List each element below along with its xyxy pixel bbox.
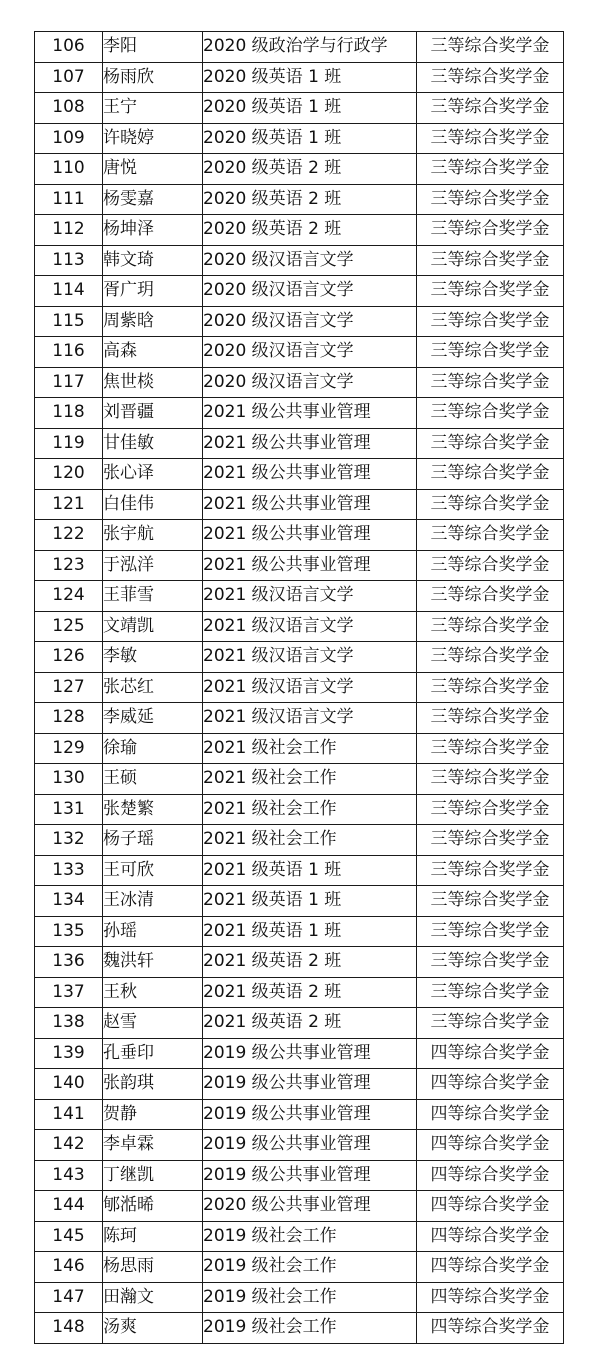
award-level-cell: 三等综合奖学金 <box>417 1008 564 1039</box>
row-number-cell: 139 <box>35 1038 103 1069</box>
row-number-cell: 109 <box>35 123 103 154</box>
row-number-cell: 118 <box>35 398 103 429</box>
row-number-cell: 111 <box>35 184 103 215</box>
row-number-cell: 129 <box>35 733 103 764</box>
table-row <box>35 886 564 917</box>
student-name-cell: 杨坤泽 <box>103 215 203 246</box>
table-row <box>35 459 564 490</box>
award-level-cell: 三等综合奖学金 <box>417 215 564 246</box>
class-name-cell: 2021 级英语 1 班 <box>203 855 417 886</box>
row-number-cell: 138 <box>35 1008 103 1039</box>
award-level-cell: 四等综合奖学金 <box>417 1191 564 1222</box>
student-name-cell: 王可欣 <box>103 855 203 886</box>
table-row <box>35 337 564 368</box>
award-level-cell: 三等综合奖学金 <box>417 276 564 307</box>
award-level-cell: 三等综合奖学金 <box>417 337 564 368</box>
class-name-cell: 2021 级英语 1 班 <box>203 886 417 917</box>
student-name-cell: 韩文琦 <box>103 245 203 276</box>
table-row <box>35 611 564 642</box>
award-level-cell: 三等综合奖学金 <box>417 550 564 581</box>
class-name-cell: 2019 级社会工作 <box>203 1282 417 1313</box>
table-row <box>35 672 564 703</box>
award-level-cell: 三等综合奖学金 <box>417 825 564 856</box>
table-row <box>35 489 564 520</box>
table-row <box>35 1221 564 1252</box>
class-name-cell: 2020 级汉语言文学 <box>203 276 417 307</box>
class-name-cell: 2020 级公共事业管理 <box>203 1191 417 1222</box>
class-name-cell: 2019 级公共事业管理 <box>203 1160 417 1191</box>
row-number-cell: 106 <box>35 32 103 63</box>
student-name-cell: 丁继凯 <box>103 1160 203 1191</box>
row-number-cell: 145 <box>35 1221 103 1252</box>
award-level-cell: 三等综合奖学金 <box>417 977 564 1008</box>
table-row <box>35 733 564 764</box>
class-name-cell: 2021 级公共事业管理 <box>203 489 417 520</box>
row-number-cell: 119 <box>35 428 103 459</box>
student-name-cell: 李阳 <box>103 32 203 63</box>
table-row <box>35 642 564 673</box>
student-name-cell: 唐悦 <box>103 154 203 185</box>
award-level-cell: 四等综合奖学金 <box>417 1221 564 1252</box>
student-name-cell: 贺静 <box>103 1099 203 1130</box>
student-name-cell: 杨雨欣 <box>103 62 203 93</box>
class-name-cell: 2019 级公共事业管理 <box>203 1069 417 1100</box>
row-number-cell: 122 <box>35 520 103 551</box>
table-row <box>35 581 564 612</box>
class-name-cell: 2021 级公共事业管理 <box>203 520 417 551</box>
table-row <box>35 1038 564 1069</box>
student-name-cell: 张宇航 <box>103 520 203 551</box>
row-number-cell: 121 <box>35 489 103 520</box>
row-number-cell: 112 <box>35 215 103 246</box>
award-level-cell: 三等综合奖学金 <box>417 794 564 825</box>
student-name-cell: 孙瑶 <box>103 916 203 947</box>
row-number-cell: 123 <box>35 550 103 581</box>
row-number-cell: 113 <box>35 245 103 276</box>
table-row <box>35 1160 564 1191</box>
row-number-cell: 117 <box>35 367 103 398</box>
class-name-cell: 2021 级公共事业管理 <box>203 459 417 490</box>
row-number-cell: 110 <box>35 154 103 185</box>
table-row <box>35 794 564 825</box>
table-row <box>35 1191 564 1222</box>
award-level-cell: 三等综合奖学金 <box>417 93 564 124</box>
class-name-cell: 2021 级社会工作 <box>203 794 417 825</box>
table-row <box>35 764 564 795</box>
award-level-cell: 三等综合奖学金 <box>417 428 564 459</box>
award-level-cell: 三等综合奖学金 <box>417 764 564 795</box>
award-level-cell: 三等综合奖学金 <box>417 733 564 764</box>
row-number-cell: 128 <box>35 703 103 734</box>
class-name-cell: 2021 级英语 2 班 <box>203 1008 417 1039</box>
class-name-cell: 2020 级政治学与行政学 <box>203 32 417 63</box>
award-level-cell: 三等综合奖学金 <box>417 459 564 490</box>
row-number-cell: 143 <box>35 1160 103 1191</box>
row-number-cell: 134 <box>35 886 103 917</box>
table-row <box>35 947 564 978</box>
table-row <box>35 306 564 337</box>
class-name-cell: 2020 级英语 2 班 <box>203 215 417 246</box>
class-name-cell: 2019 级公共事业管理 <box>203 1130 417 1161</box>
award-level-cell: 三等综合奖学金 <box>417 703 564 734</box>
student-name-cell: 孔垂印 <box>103 1038 203 1069</box>
table-row <box>35 276 564 307</box>
class-name-cell: 2020 级汉语言文学 <box>203 245 417 276</box>
award-level-cell: 四等综合奖学金 <box>417 1038 564 1069</box>
student-name-cell: 王秋 <box>103 977 203 1008</box>
row-number-cell: 133 <box>35 855 103 886</box>
student-name-cell: 田瀚文 <box>103 1282 203 1313</box>
award-level-cell: 四等综合奖学金 <box>417 1252 564 1283</box>
award-level-cell: 三等综合奖学金 <box>417 520 564 551</box>
student-name-cell: 于泓洋 <box>103 550 203 581</box>
row-number-cell: 124 <box>35 581 103 612</box>
student-name-cell: 杨思雨 <box>103 1252 203 1283</box>
student-name-cell: 杨子瑶 <box>103 825 203 856</box>
table-row <box>35 1099 564 1130</box>
row-number-cell: 137 <box>35 977 103 1008</box>
row-number-cell: 147 <box>35 1282 103 1313</box>
award-level-cell: 四等综合奖学金 <box>417 1130 564 1161</box>
table-row <box>35 367 564 398</box>
table-row <box>35 825 564 856</box>
table-row <box>35 1069 564 1100</box>
table-row <box>35 32 564 63</box>
student-name-cell: 赵雪 <box>103 1008 203 1039</box>
student-name-cell: 文靖凯 <box>103 611 203 642</box>
table-row <box>35 1252 564 1283</box>
student-name-cell: 周紫晗 <box>103 306 203 337</box>
student-name-cell: 李威延 <box>103 703 203 734</box>
award-level-cell: 三等综合奖学金 <box>417 367 564 398</box>
student-name-cell: 张韵琪 <box>103 1069 203 1100</box>
student-name-cell: 焦世棪 <box>103 367 203 398</box>
table-row <box>35 1282 564 1313</box>
table-row <box>35 428 564 459</box>
award-level-cell: 四等综合奖学金 <box>417 1160 564 1191</box>
table-row <box>35 520 564 551</box>
table-row <box>35 93 564 124</box>
award-level-cell: 四等综合奖学金 <box>417 1069 564 1100</box>
student-name-cell: 胥广玥 <box>103 276 203 307</box>
award-level-cell: 三等综合奖学金 <box>417 184 564 215</box>
table-row <box>35 977 564 1008</box>
row-number-cell: 125 <box>35 611 103 642</box>
award-level-cell: 三等综合奖学金 <box>417 672 564 703</box>
table-row <box>35 703 564 734</box>
row-number-cell: 135 <box>35 916 103 947</box>
class-name-cell: 2019 级公共事业管理 <box>203 1099 417 1130</box>
table-row <box>35 215 564 246</box>
table-row <box>35 1313 564 1344</box>
student-name-cell: 汤爽 <box>103 1313 203 1344</box>
class-name-cell: 2021 级汉语言文学 <box>203 642 417 673</box>
row-number-cell: 132 <box>35 825 103 856</box>
class-name-cell: 2021 级汉语言文学 <box>203 672 417 703</box>
class-name-cell: 2021 级汉语言文学 <box>203 611 417 642</box>
class-name-cell: 2020 级英语 1 班 <box>203 123 417 154</box>
award-level-cell: 四等综合奖学金 <box>417 1313 564 1344</box>
class-name-cell: 2021 级英语 1 班 <box>203 916 417 947</box>
row-number-cell: 141 <box>35 1099 103 1130</box>
student-name-cell: 徐瑜 <box>103 733 203 764</box>
award-level-cell: 三等综合奖学金 <box>417 855 564 886</box>
student-name-cell: 刘晋疆 <box>103 398 203 429</box>
class-name-cell: 2019 级社会工作 <box>203 1252 417 1283</box>
award-level-cell: 三等综合奖学金 <box>417 916 564 947</box>
table-row <box>35 123 564 154</box>
award-level-cell: 三等综合奖学金 <box>417 306 564 337</box>
class-name-cell: 2019 级公共事业管理 <box>203 1038 417 1069</box>
row-number-cell: 146 <box>35 1252 103 1283</box>
row-number-cell: 116 <box>35 337 103 368</box>
award-level-cell: 四等综合奖学金 <box>417 1282 564 1313</box>
student-name-cell: 王菲雪 <box>103 581 203 612</box>
table-row <box>35 184 564 215</box>
table-row <box>35 154 564 185</box>
student-name-cell: 许晓婷 <box>103 123 203 154</box>
award-level-cell: 三等综合奖学金 <box>417 886 564 917</box>
award-level-cell: 三等综合奖学金 <box>417 581 564 612</box>
class-name-cell: 2021 级英语 2 班 <box>203 947 417 978</box>
award-level-cell: 三等综合奖学金 <box>417 154 564 185</box>
class-name-cell: 2021 级公共事业管理 <box>203 428 417 459</box>
scholarship-table <box>34 31 564 1344</box>
class-name-cell: 2021 级社会工作 <box>203 733 417 764</box>
award-level-cell: 三等综合奖学金 <box>417 642 564 673</box>
row-number-cell: 142 <box>35 1130 103 1161</box>
student-name-cell: 王冰清 <box>103 886 203 917</box>
student-name-cell: 王硕 <box>103 764 203 795</box>
award-level-cell: 三等综合奖学金 <box>417 32 564 63</box>
row-number-cell: 148 <box>35 1313 103 1344</box>
student-name-cell: 甘佳敏 <box>103 428 203 459</box>
student-name-cell: 魏洪轩 <box>103 947 203 978</box>
table-row <box>35 1130 564 1161</box>
award-level-cell: 三等综合奖学金 <box>417 489 564 520</box>
row-number-cell: 127 <box>35 672 103 703</box>
class-name-cell: 2021 级汉语言文学 <box>203 703 417 734</box>
table-row <box>35 1008 564 1039</box>
row-number-cell: 107 <box>35 62 103 93</box>
student-name-cell: 张楚繁 <box>103 794 203 825</box>
table-row <box>35 855 564 886</box>
class-name-cell: 2020 级汉语言文学 <box>203 367 417 398</box>
class-name-cell: 2021 级公共事业管理 <box>203 398 417 429</box>
row-number-cell: 131 <box>35 794 103 825</box>
class-name-cell: 2020 级英语 2 班 <box>203 154 417 185</box>
table-body <box>35 32 564 1344</box>
student-name-cell: 高森 <box>103 337 203 368</box>
class-name-cell: 2020 级英语 1 班 <box>203 62 417 93</box>
row-number-cell: 136 <box>35 947 103 978</box>
table-row <box>35 62 564 93</box>
award-level-cell: 三等综合奖学金 <box>417 611 564 642</box>
award-level-cell: 三等综合奖学金 <box>417 947 564 978</box>
row-number-cell: 126 <box>35 642 103 673</box>
class-name-cell: 2020 级英语 2 班 <box>203 184 417 215</box>
class-name-cell: 2020 级英语 1 班 <box>203 93 417 124</box>
class-name-cell: 2021 级社会工作 <box>203 764 417 795</box>
row-number-cell: 120 <box>35 459 103 490</box>
table-row <box>35 398 564 429</box>
table-row <box>35 916 564 947</box>
class-name-cell: 2021 级英语 2 班 <box>203 977 417 1008</box>
student-name-cell: 陈珂 <box>103 1221 203 1252</box>
student-name-cell: 李敏 <box>103 642 203 673</box>
table-row <box>35 550 564 581</box>
row-number-cell: 140 <box>35 1069 103 1100</box>
award-level-cell: 三等综合奖学金 <box>417 398 564 429</box>
class-name-cell: 2019 级社会工作 <box>203 1313 417 1344</box>
scholarship-list-page <box>34 31 563 1344</box>
award-level-cell: 三等综合奖学金 <box>417 123 564 154</box>
row-number-cell: 130 <box>35 764 103 795</box>
row-number-cell: 114 <box>35 276 103 307</box>
row-number-cell: 115 <box>35 306 103 337</box>
row-number-cell: 144 <box>35 1191 103 1222</box>
student-name-cell: 杨雯嘉 <box>103 184 203 215</box>
student-name-cell: 李卓霖 <box>103 1130 203 1161</box>
class-name-cell: 2019 级社会工作 <box>203 1221 417 1252</box>
student-name-cell: 白佳伟 <box>103 489 203 520</box>
table-row <box>35 245 564 276</box>
row-number-cell: 108 <box>35 93 103 124</box>
class-name-cell: 2020 级汉语言文学 <box>203 337 417 368</box>
class-name-cell: 2021 级社会工作 <box>203 825 417 856</box>
student-name-cell: 郇湉晞 <box>103 1191 203 1222</box>
award-level-cell: 四等综合奖学金 <box>417 1099 564 1130</box>
student-name-cell: 王宁 <box>103 93 203 124</box>
class-name-cell: 2021 级汉语言文学 <box>203 581 417 612</box>
student-name-cell: 张芯红 <box>103 672 203 703</box>
award-level-cell: 三等综合奖学金 <box>417 245 564 276</box>
student-name-cell: 张心译 <box>103 459 203 490</box>
class-name-cell: 2020 级汉语言文学 <box>203 306 417 337</box>
award-level-cell: 三等综合奖学金 <box>417 62 564 93</box>
class-name-cell: 2021 级公共事业管理 <box>203 550 417 581</box>
